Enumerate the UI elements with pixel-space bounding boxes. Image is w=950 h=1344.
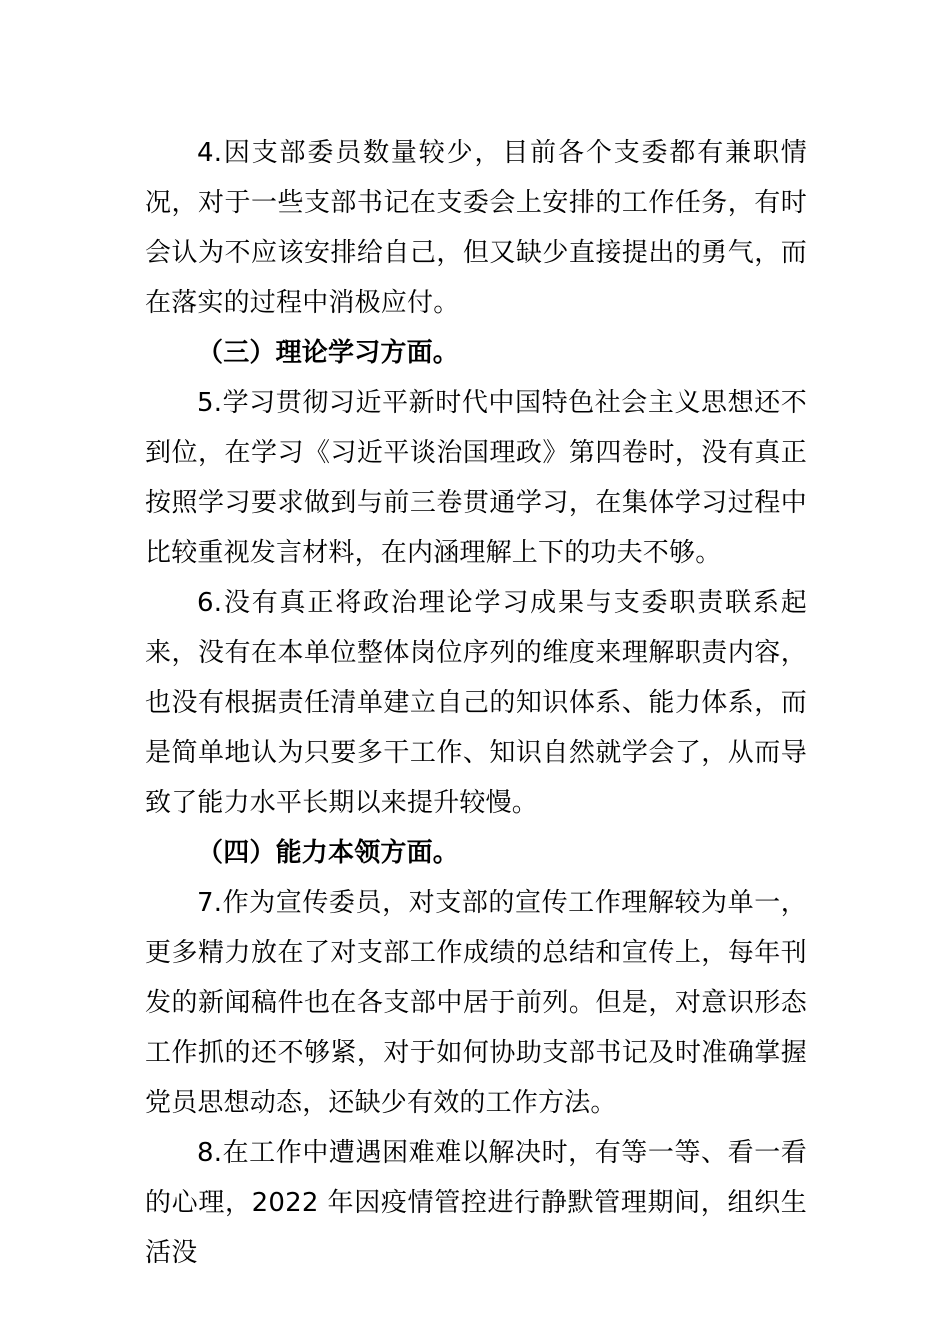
paragraph-item-6: 6.没有真正将政治理论学习成果与支委职责联系起来，没有在本单位整体岗位序列的维度来理解职责内容，也没有根据责任清单建立自己的知识体系、能力体系，而是简单地认为只要多干工作、知识自然就学会了，从而导致了能力水平长期以来提升较慢。 xyxy=(145,588,807,818)
paragraph-item-5: 5.学习贯彻习近平新时代中国特色社会主义思想还不到位，在学习《习近平谈治国理政》第四卷时，没有真正按照学习要求做到与前三卷贯通学习，在集体学习过程中比较重视发言材料，在内涵理解上下的功夫不够。 xyxy=(145,388,807,568)
paragraph-item-4: 4.因支部委员数量较少，目前各个支委都有兼职情况，对于一些支部书记在支委会上安排的工作任务，有时会认为不应该安排给自己，但又缺少直接提出的勇气，而在落实的过程中消极应付。 xyxy=(145,138,807,318)
paragraph-item-8: 8.在工作中遭遇困难难以解决时，有等一等、看一看的心理，2022 年因疫情管控进行静默管理期间，组织生活没 xyxy=(145,1138,807,1268)
section-heading-theory-study: （三）理论学习方面。 xyxy=(197,338,460,368)
paragraph-item-7: 7.作为宣传委员，对支部的宣传工作理解较为单一，更多精力放在了对支部工作成绩的总结和宣传上，每年刊发的新闻稿件也在各支部中居于前列。但是，对意识形态工作抓的还不够紧，对于如何协助支部书记及时准确掌握党员思想动态，还缺少有效的工作方法。 xyxy=(145,888,807,1118)
document-body xyxy=(145,128,807,1278)
section-heading-ability: （四）能力本领方面。 xyxy=(197,838,460,868)
